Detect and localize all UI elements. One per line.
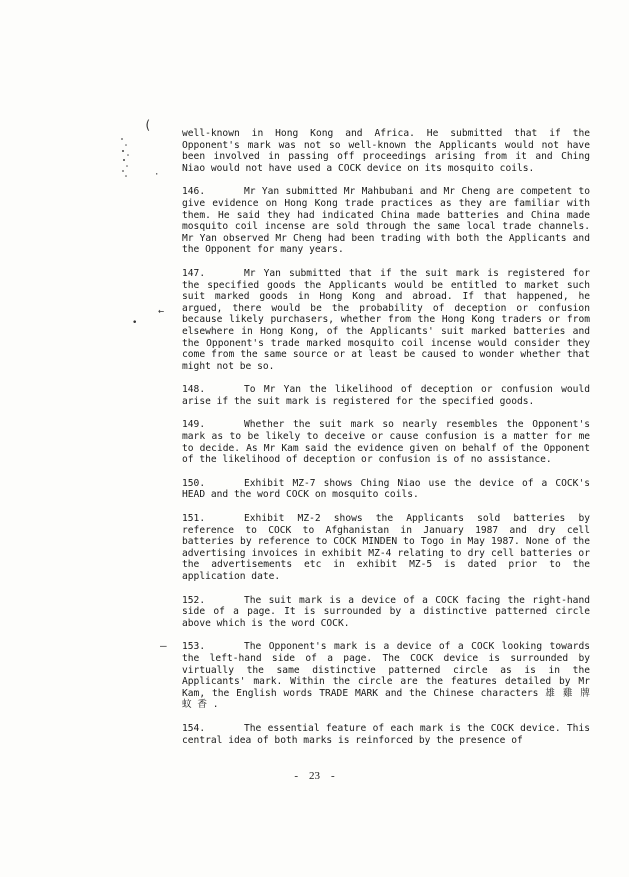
paragraph-text: The Opponent's mark is a device of a COCK looking towards the left-hand side of a page. The COCK device is surrounded by virtually the same distinctive patterned circle as is in the Applicants' mark. Within the circle are the features detailed by Mr Kam, the English words TRADE MARK and the Chinese characters 雄 雞 牌 蚊 香 .	[182, 641, 590, 711]
page-number: 23	[309, 770, 320, 782]
paragraph-152	[182, 595, 590, 630]
paragraph-number: 152.	[182, 594, 206, 606]
paragraph-text: To Mr Yan the likelihood of deception or confusion would arise if the suit mark is registered for the specified goods.	[182, 384, 590, 407]
paragraph-146	[182, 186, 590, 256]
paragraph-text: Exhibit MZ-7 shows Ching Niao use the device of a COCK's HEAD and the word COCK on mosquito coils.	[182, 477, 590, 501]
paragraph-number: 148.	[182, 384, 206, 396]
margin-mark: ←	[158, 306, 165, 317]
document-body	[182, 128, 590, 758]
paragraph-148	[182, 384, 590, 407]
margin-mark: •	[132, 318, 138, 328]
paragraph-number: 147.	[182, 267, 206, 279]
paragraph-number: 146.	[182, 186, 206, 198]
paragraph-number: 151.	[182, 513, 206, 525]
margin-mark: —	[160, 639, 167, 652]
scan-artifact	[118, 133, 132, 181]
paragraph-150	[182, 478, 590, 501]
paragraph-147	[182, 268, 590, 372]
margin-mark: ·	[154, 170, 160, 180]
paragraph-151	[182, 513, 590, 583]
paragraph-text: The suit mark is a device of a COCK facing the right-hand side of a page. It is surrounded by a distinctive patterned circle above which is the word COCK.	[182, 594, 590, 629]
margin-mark: (	[144, 118, 152, 132]
paragraph-149	[182, 419, 590, 465]
paragraph-text: Exhibit MZ-2 shows the Applicants sold batteries by reference to COCK to Afghanistan in January 1987 and dry cell batteries by reference to COCK MINDEN to Togo in May 1987. None of the advertising invoices in exhibit MZ-4 relating to dry cell batteries or the advertisements etc in exhibit MZ-5 is dated prior to the application date.	[182, 513, 590, 582]
paragraph-number: 154.	[182, 722, 206, 734]
paragraph-continued	[182, 128, 590, 174]
paragraph-153	[182, 641, 590, 711]
paragraph-number: 150.	[182, 477, 206, 489]
paragraph-text: Mr Yan submitted that if the suit mark is registered for the specified goods the Applicants would be entitled to market such suit marked goods in Hong Kong and abroad. If that happened, he argued, there would be the probability of deception or confusion because likely purchasers, whether from the Hong Kong traders or from elsewhere in Hong Kong, of the Applicants' suit marked batteries and the Opponent's trade marked mosquito coil incense would consider they come from the same source or at least be caused to wonder whether that might not be so.	[182, 267, 590, 372]
page-footer: - 23 -	[294, 770, 335, 782]
paragraph-text: Mr Yan submitted Mr Mahbubani and Mr Cheng are competent to give evidence on Hong Kong trade practices as they are familiar with them. He said they had indicated China made batteries and China made mosquito coil incense are sold through the same local trade channels. Mr Yan observed Mr Cheng had been trading with both the Applicants and the Opponent for many years.	[182, 186, 590, 256]
paragraph-number: 153.	[182, 641, 206, 653]
paragraph-text: well-known in Hong Kong and Africa. He submitted that if the Opponent's mark was not so well-known the Applicants would not have been involved in passing off proceedings arising from it and Ching Niao would not have used a COCK device on its mosquito coils.	[182, 128, 590, 174]
paragraph-number: 149.	[182, 419, 206, 431]
paragraph-154	[182, 723, 590, 746]
paragraph-text: The essential feature of each mark is the COCK device. This central idea of both marks is reinforced by the presence of	[182, 722, 590, 746]
paragraph-text: Whether the suit mark so nearly resembles the Opponent's mark as to be likely to deceive or cause confusion is a matter for me to decide. As Mr Kam said the evidence given on behalf of the Opponent of the likelihood of deception or confusion is of no assistance.	[182, 419, 590, 466]
